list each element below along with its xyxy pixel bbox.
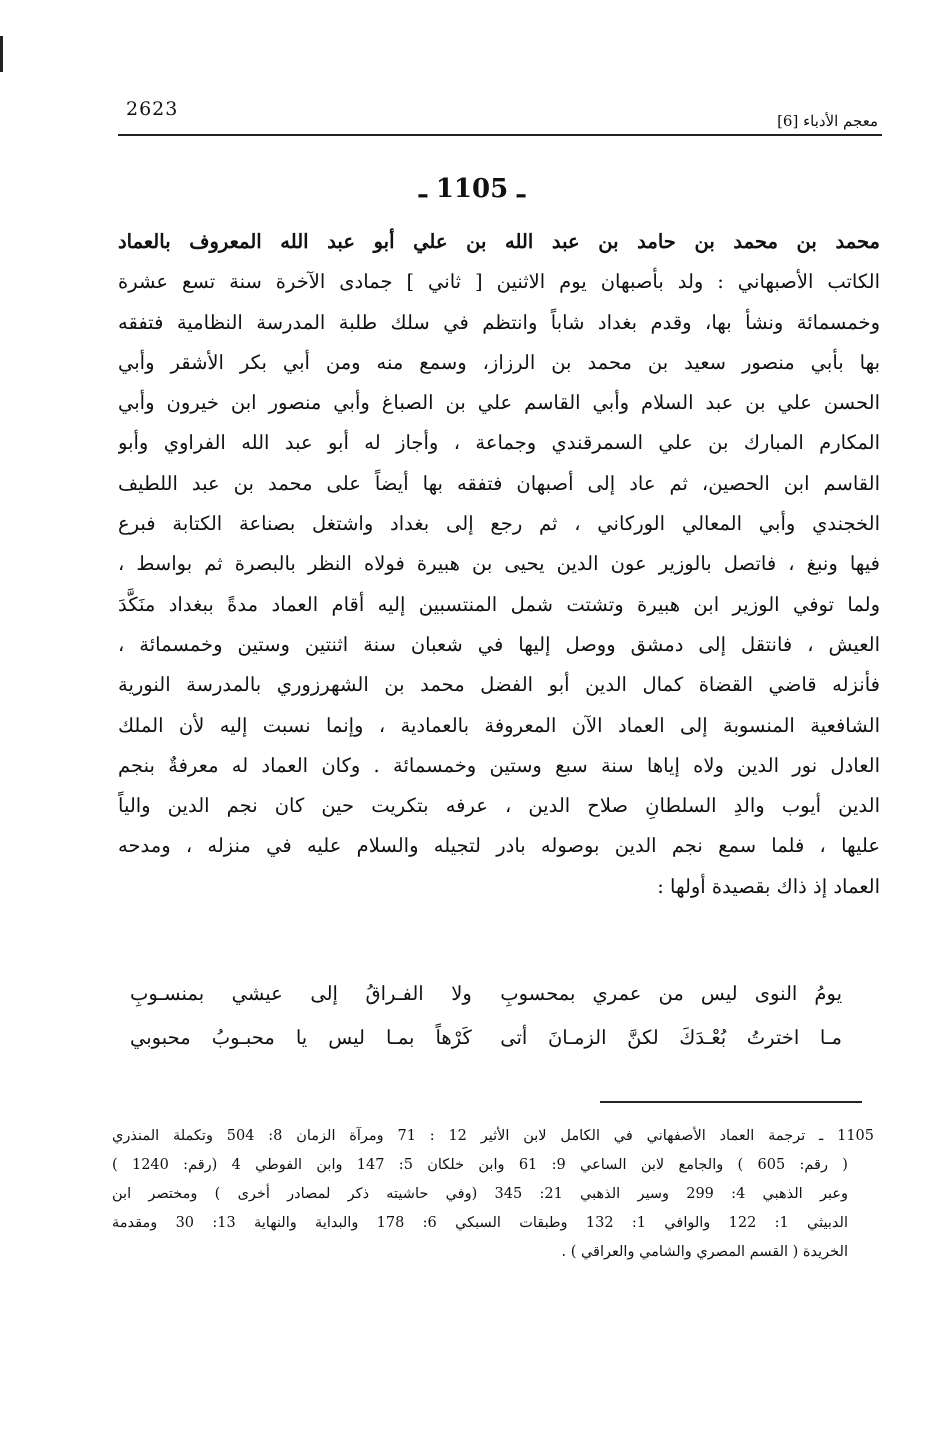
body-line: ولما توفي الوزير ابن هبيرة وتشتت شمل المنتسبين إليه أقام العماد مدةً ببغداد منَكَّدَ [118,592,880,616]
running-title: معجم الأدباء [6] [777,112,878,130]
body-line: العماد إذ ذاك بقصيدة أولها : [657,874,880,898]
footnotes [112,1122,874,1267]
body-line: الدين أيوب والدِ السلطانِ صلاح الدين ، عرفه بتكريت حين كان نجم الدين والياً [118,794,880,818]
verse-second-hemistich: ولا الفـراقُ إلى عيشي بمنسـوبِ [130,982,472,1005]
body-line: وخمسمائة ونشأ بها، وقدم بغداد شاباً وانتظم في سلك طلبة المدرسة النظامية فتفقه [118,310,880,334]
footnote-rule [600,1101,862,1103]
body-line: القاسم ابن الحصين، ثم عاد إلى أصبهان فتفقه بها أيضاً على محمد بن عبد اللطيف [118,471,880,495]
footnote-line: وعبر الذهبي 4: 299 وسير الذهبي 21: 345 (وفي حاشيته ذكر لمصادر أخرى ) ومختصر ابن [112,1186,848,1202]
footnote-line: ( رقم: 605 ) والجامع لابن الساعي 9: 61 وابن خلكان 5: 147 وابن الفوطي 4 (رقم: 1240 ) [112,1157,848,1173]
body-line: الشافعية المنسوبة إلى العماد الآن المعروفة بالعمادية ، وإنما نسبت إليه لأن الملك [118,713,880,737]
footnote-line: الدبيثي 1: 122 والوافي 1: 132 وطبقات السبكي 6: 178 والبداية والنهاية 13: 30 ومقدمة [112,1215,848,1231]
page-number: 2623 [126,98,179,120]
header-rule [118,134,882,136]
verse-first-hemistich: مـا اخترتُ بُعْـدَكَ لكنَّ الزمـانَ أتى [500,1026,842,1049]
body-line: فأنزله قاضي القضاة كمال الدين أبو الفضل محمد بن الشهرزوري بالمدرسة النورية [118,673,880,697]
footnote-line: 1105 ـ ترجمة العماد الأصفهاني في الكامل لابن الأثير 12 : 71 ومرآة الزمان 8: 504 وتكملة المنذري [112,1128,874,1144]
entry-number: ـ 1105 ـ [419,174,525,204]
entry-name-line: محمد بن محمد بن حامد بن عبد الله بن علي أبو عبد الله المعروف بالعماد [118,230,880,253]
body-line: الخجندي وأبي المعالي الوركاني ، ثم رجع إلى بغداد واشتغل بصناعة الكتابة فبرع [118,512,880,536]
body-line: الحسن علي بن عبد السلام وأبي القاسم علي بن الصباغ وأبي منصور ابن خيرون وأبي [118,391,880,415]
body-line: العيش ، فانتقل إلى دمشق ووصل إليها في شعبان سنة اثنتين وستين وخمسمائة ، [118,632,880,656]
body-line: فيها ونبغ ، فاتصل بالوزير عون الدين يحيى بن هبيرة فولاه النظر بالبصرة ثم بواسط ، [118,552,880,576]
poem-verses [130,972,842,1060]
body-line: عليها ، فلما سمع نجم الدين بوصوله بادر لتجيله والسلام عليه في منزله ، ومدحه [118,834,880,858]
body-line: العادل نور الدين ولاه إياها سنة سبع وستين وخمسمائة . وكان العماد له معرفةٌ بنجم [118,753,880,777]
verse-row [130,972,842,1016]
verse-second-hemistich: كَرْهاً بمـا ليس يا محبـوبُ محبوبي [130,1026,472,1049]
body-line: الكاتب الأصبهاني : ولد بأصبهان يوم الاثنين [ ثاني ] جمادى الآخرة سنة تسع عشرة [118,270,880,294]
entry-body [118,222,880,907]
body-line: بها بأبي منصور سعيد بن محمد بن الرزاز، وسمع منه ومن أبي بكر الأشقر وأبي [118,350,880,374]
verse-first-hemistich: يومُ النوى ليس من عمري بمحسوبِ [500,982,842,1005]
verse-row [130,1016,842,1060]
footnote-line: الخريدة ( القسم المصري والشامي والعراقي ) . [561,1244,848,1260]
body-line: المكارم المبارك بن علي السمرقندي وجماعة ، وأجاز له أبو عبد الله الفراوي وأبو [118,431,880,455]
page-header [118,96,882,136]
scan-edge-mark [0,36,3,72]
